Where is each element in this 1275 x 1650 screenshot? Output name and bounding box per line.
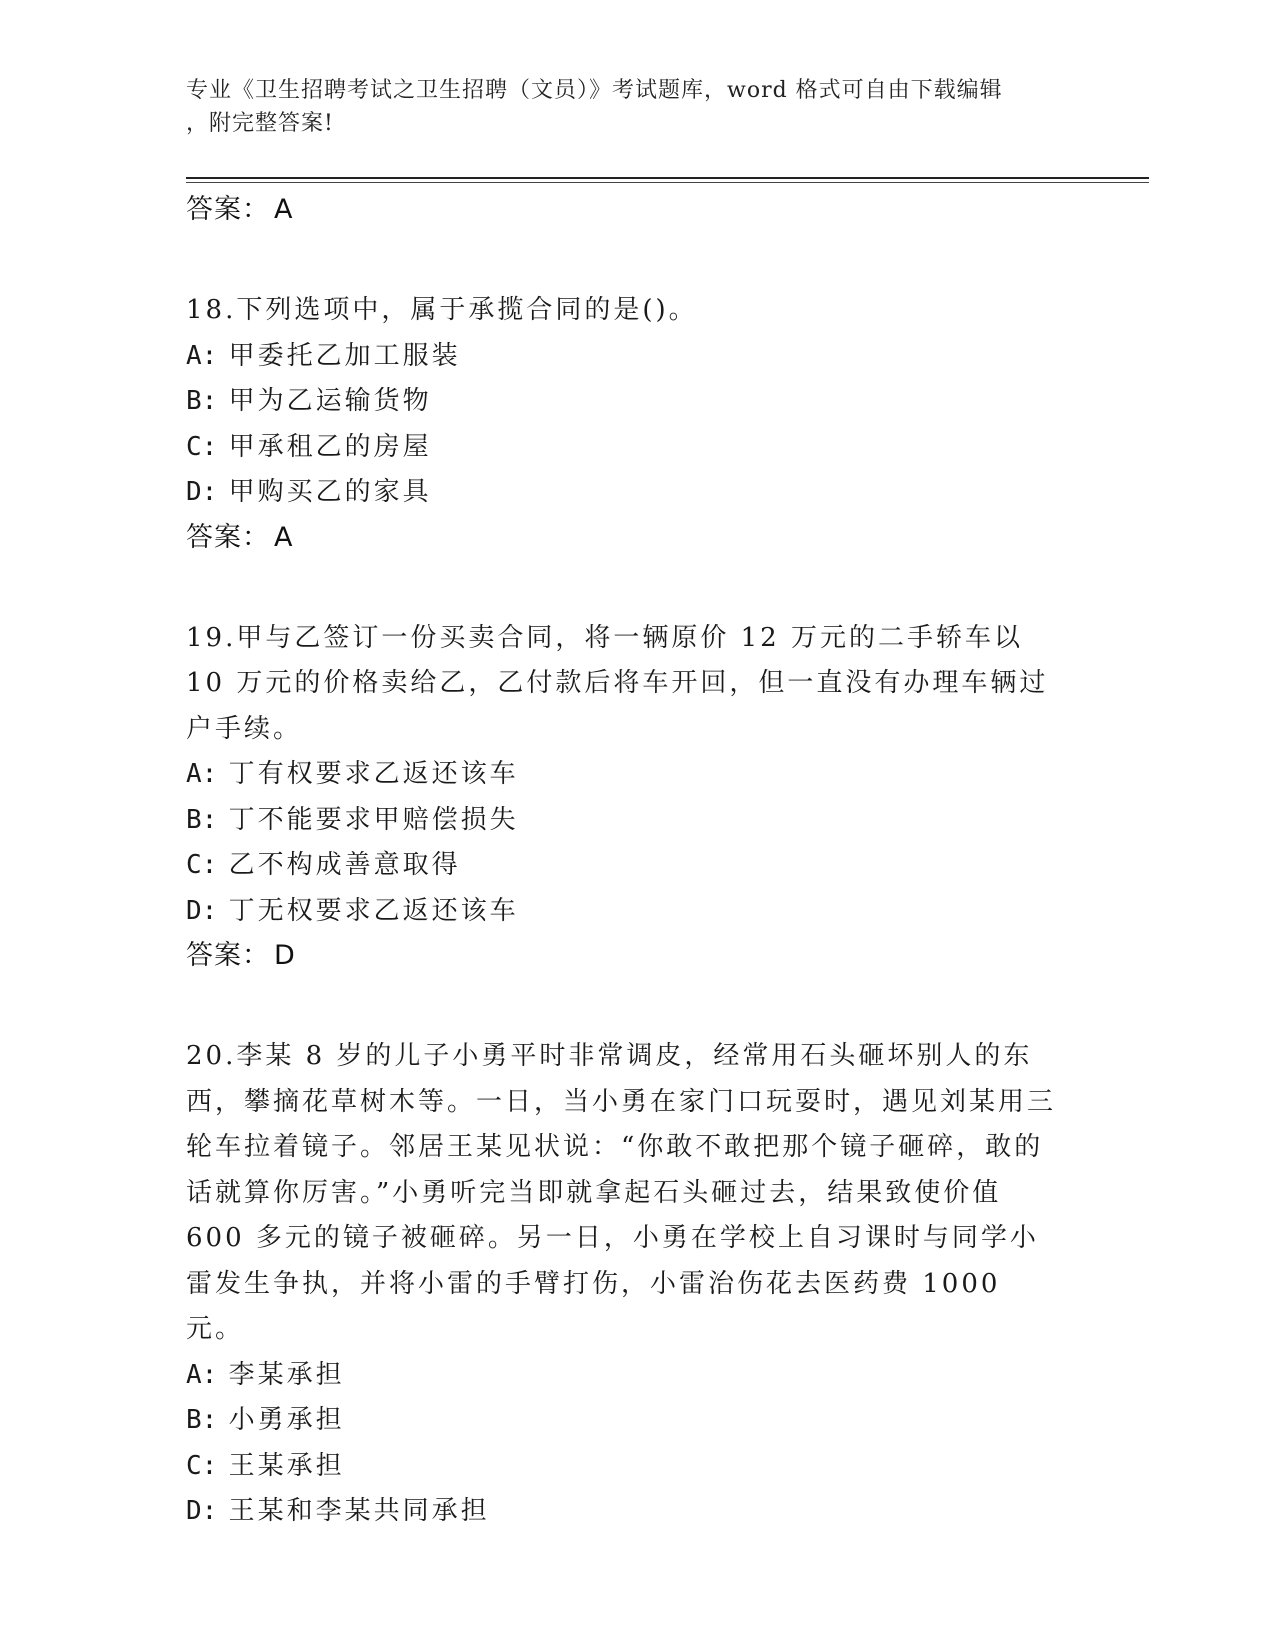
option-a: [186, 334, 1066, 380]
option-text: 甲购买乙的家具: [228, 477, 432, 507]
header-divider-thick: [186, 177, 1149, 179]
option-key: D:: [186, 477, 218, 507]
option-a: [186, 1353, 1066, 1399]
option-key: C:: [186, 1450, 218, 1481]
answer-label: 答案：: [186, 194, 270, 225]
option-c: [186, 843, 1066, 889]
option-d: [186, 889, 1066, 935]
option-text: 李某承担: [228, 1359, 345, 1390]
question-stem: 18.下列选项中，属于承揽合同的是()。: [186, 295, 698, 325]
option-key: D:: [186, 895, 218, 926]
option-text: 丁不能要求甲赔偿损失: [228, 804, 519, 835]
document-content: [186, 190, 1066, 1535]
question-stem: 20.李某 8 岁的儿子小勇平时非常调皮，经常用石头砸坏别人的东西，攀摘花草树木等。一日，当小勇在家门口玩耍时，遇见刘某用三轮车拉着镜子。邻居王某见状说：“你敢不敢把那个镜子砸碎，敢的话就算你厉害。”小勇听完当即就拿起石头砸过去，结果致使价值 600 多元的镜子被砸碎。另一日，小勇在学校上自习课时与同学小雷发生争执，并将小雷的手臂打伤，小雷治伤花去医药费 1000 元。: [186, 1041, 1057, 1344]
option-text: 甲承租乙的房屋: [228, 431, 432, 462]
option-c: [186, 425, 1066, 471]
option-text: 甲委托乙加工服装: [228, 340, 461, 371]
question-stem: 19.甲与乙签订一份买卖合同，将一辆原价 12 万元的二手轿车以 10 万元的价格卖给乙，乙付款后将车开回，但一直没有办理车辆过户手续。: [186, 622, 1049, 744]
answer-label: 答案：: [186, 521, 270, 553]
question-answer: [186, 518, 1066, 558]
option-text: 小勇承担: [228, 1405, 345, 1435]
answer-label: 答案：: [186, 940, 270, 971]
option-b: [186, 1398, 1066, 1444]
option-key: A:: [186, 1359, 218, 1390]
option-d: [186, 470, 1066, 516]
option-key: A:: [186, 759, 218, 789]
question-20: [186, 1034, 1066, 1535]
option-key: B:: [186, 1405, 218, 1435]
header-line-1: 专业《卫生招聘考试之卫生招聘（文员）》考试题库，word 格式可自由下载编辑: [186, 78, 1003, 103]
answer-value: D: [274, 940, 295, 971]
option-text: 王某承担: [228, 1450, 345, 1481]
option-key: C:: [186, 850, 218, 880]
option-d: [186, 1489, 1066, 1535]
option-key: A:: [186, 340, 218, 371]
option-key: B:: [186, 386, 218, 416]
option-text: 丁有权要求乙返还该车: [228, 759, 519, 789]
option-text: 甲为乙运输货物: [228, 386, 432, 416]
option-a: [186, 752, 1066, 798]
question-19: [186, 616, 1066, 977]
option-c: [186, 1444, 1066, 1490]
option-b: [186, 798, 1066, 844]
header-line-2: ，附完整答案!: [186, 111, 334, 136]
document-header: [186, 74, 1066, 140]
option-key: D:: [186, 1496, 218, 1526]
option-key: B:: [186, 804, 218, 835]
previous-answer: [186, 190, 1066, 230]
option-text: 乙不构成善意取得: [228, 850, 461, 880]
question-answer: [186, 936, 1066, 976]
header-divider-thin: [186, 182, 1149, 183]
option-key: C:: [186, 431, 218, 462]
answer-value: A: [274, 194, 293, 225]
option-text: 王某和李某共同承担: [228, 1496, 490, 1526]
option-b: [186, 379, 1066, 425]
question-18: [186, 288, 1066, 558]
option-text: 丁无权要求乙返还该车: [228, 895, 519, 926]
answer-value: A: [274, 521, 293, 553]
